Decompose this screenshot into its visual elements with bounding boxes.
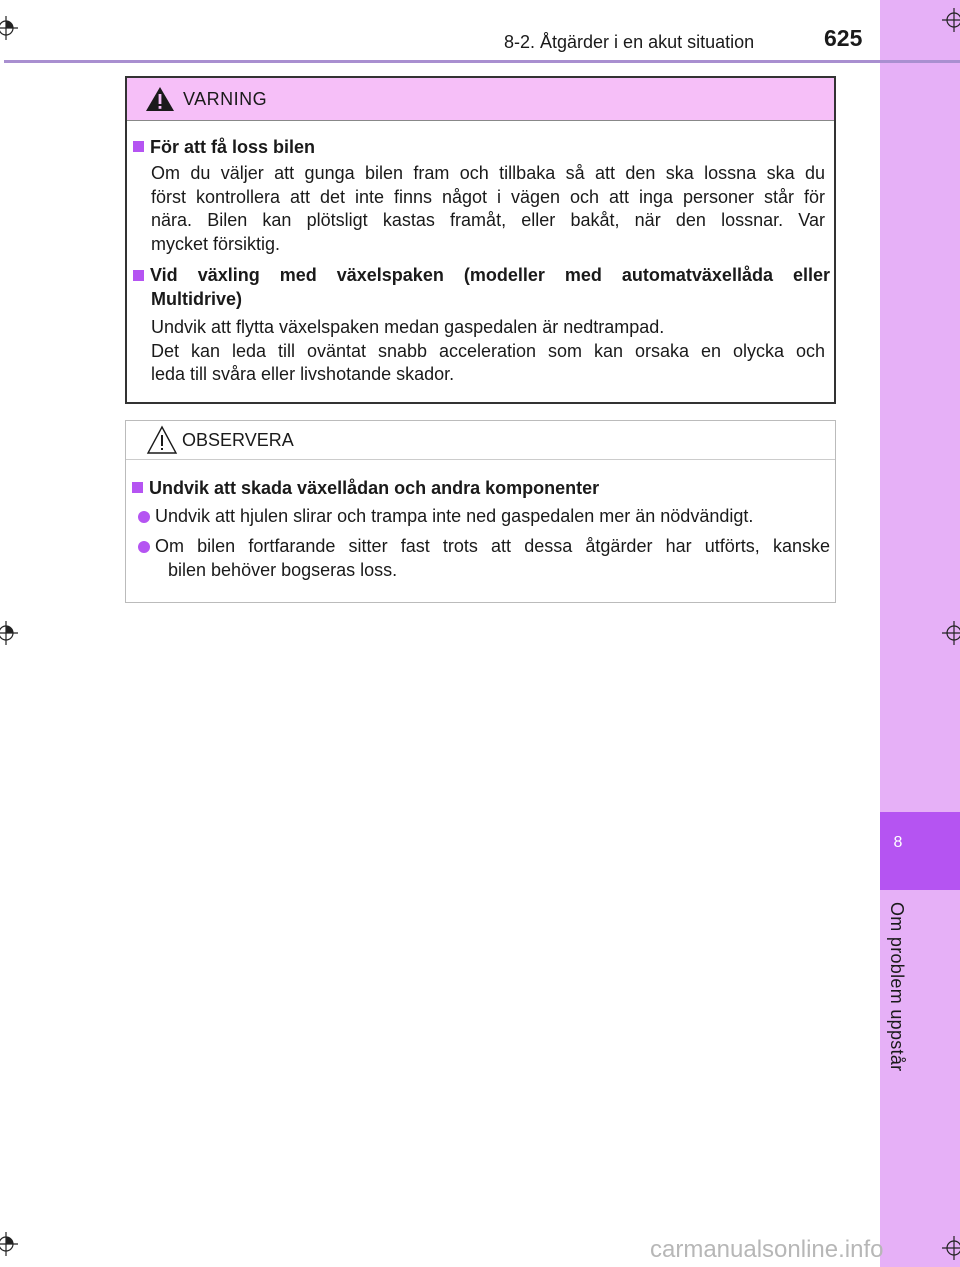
square-bullet-icon — [133, 270, 144, 281]
warning-triangle-icon — [145, 86, 175, 117]
notice-section-heading: Undvik att skada växellådan och andra komponenter — [132, 477, 599, 501]
warning-header — [127, 78, 834, 121]
square-bullet-icon — [133, 141, 144, 152]
notice-bullet-item: Om bilen fortfarande sitter fast trots att dessa åtgärder har utförts, kanske bilen behöver bogseras loss. — [138, 535, 830, 582]
watermark: carmanualsonline.info — [650, 1236, 884, 1263]
registration-mark-icon — [942, 621, 960, 645]
chapter-title: Om problem uppstår — [887, 902, 907, 1072]
warning-paragraph: Undvik att flytta växelspaken medan gaspedalen är nedtrampad. Det kan leda till oväntat snabb acceleration som kan orsaka en olycka och leda till svåra eller livshotande skador. — [151, 317, 825, 384]
notice-header — [126, 421, 835, 460]
registration-mark-icon — [0, 16, 18, 40]
warning-box — [125, 76, 836, 404]
header-section-title: 8-2. Åtgärder i en akut situation — [504, 32, 755, 52]
notice-title: OBSERVERA — [182, 430, 294, 450]
warning-section-heading: Vid växling med växelspaken (modeller med automatväxellåda eller Multidrive) — [133, 264, 830, 311]
caution-triangle-icon — [146, 425, 178, 460]
registration-mark-icon — [0, 1232, 18, 1256]
square-bullet-icon — [132, 482, 143, 493]
registration-mark-icon — [0, 621, 18, 645]
header-rule — [4, 60, 960, 63]
notice-bullet-item: Undvik att hjulen slirar och trampa inte ned gaspedalen mer än nödvändigt. — [138, 505, 830, 529]
warning-title: VARNING — [183, 89, 268, 109]
registration-mark-icon — [942, 8, 960, 32]
page-number: 625 — [824, 25, 863, 51]
warning-section-heading: För att få loss bilen — [133, 136, 315, 160]
chapter-number: 8 — [893, 834, 903, 851]
registration-mark-icon — [942, 1236, 960, 1260]
notice-box — [125, 420, 836, 603]
round-bullet-icon — [138, 541, 150, 553]
round-bullet-icon — [138, 511, 150, 523]
warning-paragraph: Om du väljer att gunga bilen fram och tillbaka så att den ska lossna ska du först kontrollera att det inte finns något i vägen och att inga personer står för nära. Bilen kan plötsligt kastas framåt, eller bakåt, när den lossnar. Var mycket försiktig. — [151, 163, 825, 254]
